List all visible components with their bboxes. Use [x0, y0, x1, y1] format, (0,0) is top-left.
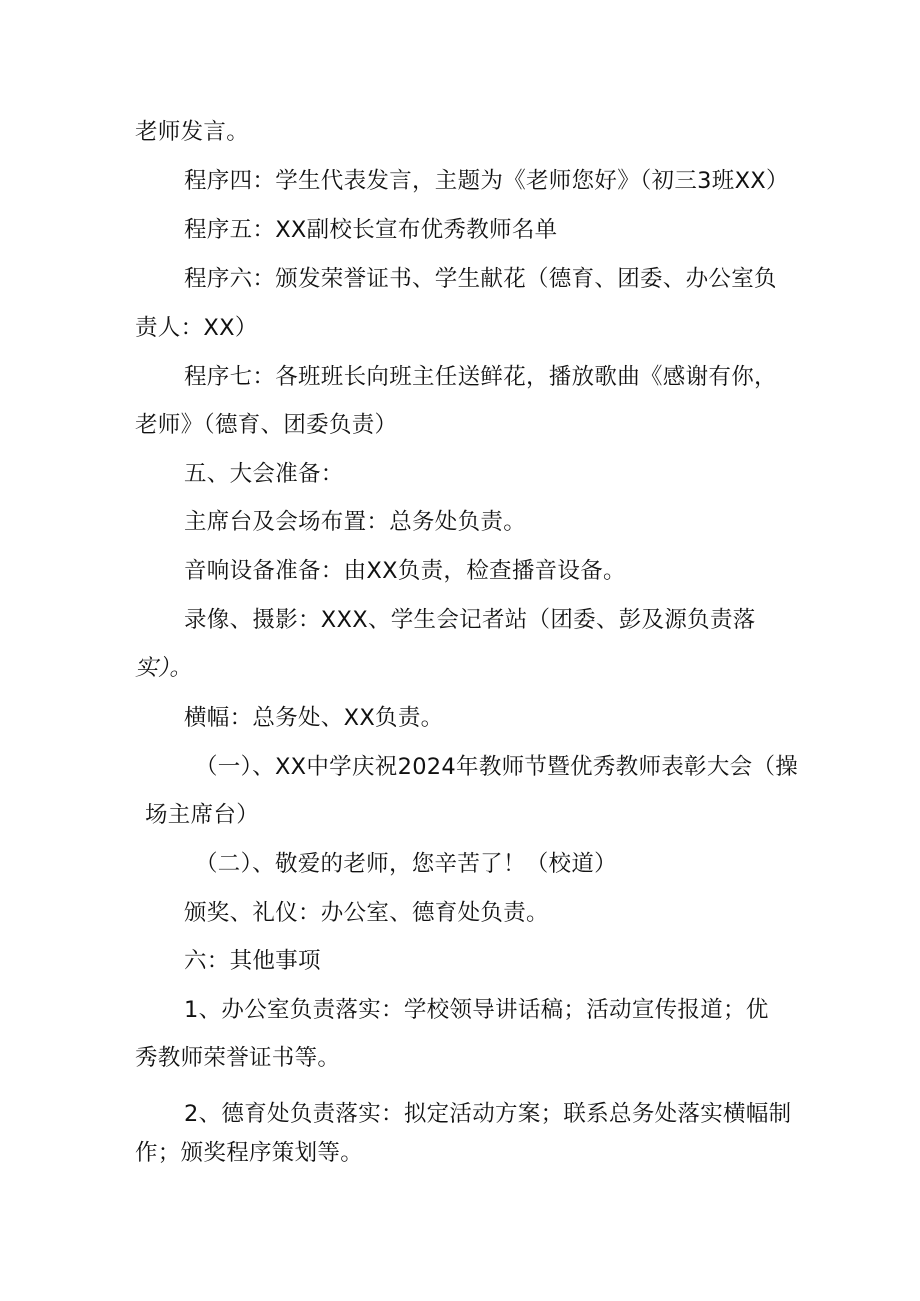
text-line-6: 程序七：各班班长向班主任送鲜花，播放歌曲《感谢有你，: [184, 364, 777, 390]
text-line-12: 实）。: [135, 655, 193, 681]
text-line-9: 主席台及会场布置：总务处负责。: [184, 509, 527, 535]
text-line-11: 录像、摄影：XXX、学生会记者站（团委、彭及源负责落: [184, 607, 756, 633]
text-line-10: 音响设备准备：由XX负责，检查播音设备。: [184, 558, 626, 584]
text-line-4: 程序六：颁发荣誉证书、学生献花（德育、团委、办公室负: [184, 266, 777, 292]
text-line-16: （二）、敬爱的老师，您辛苦了！（校道）: [195, 851, 617, 877]
text-line-22: 作；颁奖程序策划等。: [135, 1140, 364, 1166]
text-line-3: 程序五：XX副校长宣布优秀教师名单: [184, 217, 558, 243]
section-heading-6: 六：其他事项: [184, 948, 321, 974]
text-line-17: 颁奖、礼仪：办公室、德育处负责。: [184, 900, 549, 926]
text-line-14: （一）、XX中学庆祝2024年教师节暨优秀教师表彰大会（操: [195, 754, 799, 780]
text-line-21: 2、德育处负责落实：拟定活动方案；联系总务处落实横幅制: [184, 1101, 792, 1127]
text-line-1: 老师发言。: [135, 119, 250, 145]
text-line-19: 1、办公室负责落实：学校领导讲话稿；活动宣传报道；优: [184, 997, 769, 1023]
text-line-2: 程序四：学生代表发言，主题为《老师您好》（初三3班XX）: [184, 168, 789, 194]
text-line-5: 责人：XX）: [135, 315, 258, 341]
text-line-7: 老师》（德育、团委负责）: [135, 412, 398, 438]
section-heading-5: 五、大会准备：: [184, 461, 344, 487]
text-line-13: 横幅：总务处、XX负责。: [184, 705, 444, 731]
text-line-15: 场主席台）: [145, 802, 260, 828]
text-line-20: 秀教师荣誉证书等。: [135, 1045, 341, 1071]
